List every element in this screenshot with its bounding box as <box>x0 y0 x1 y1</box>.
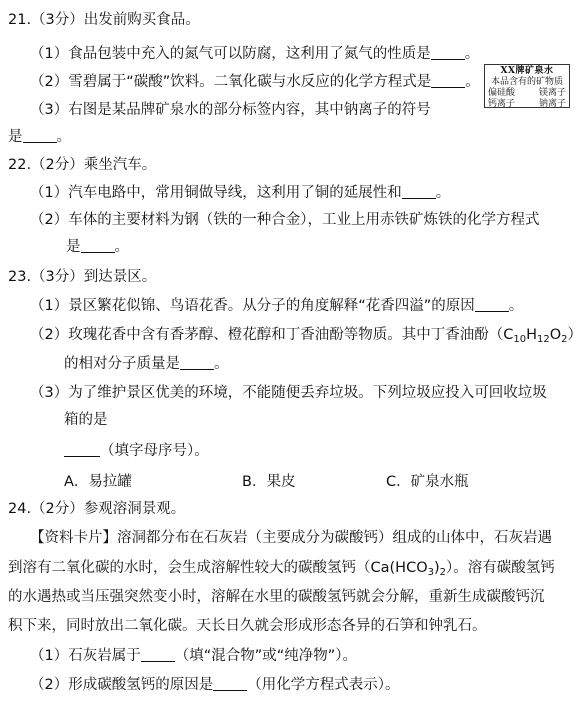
q24-sub1: （1）石灰岩属于 （填“混合物”或“纯净物”）。 <box>30 648 358 664</box>
q24-para-line4: 积下来，同时放出二氧化碳。天长日久就会形成形态各异的石笋和钟乳石。 <box>8 618 487 634</box>
answer-blank[interactable] <box>475 297 509 312</box>
label-subtitle: 本品含有的矿物质 <box>490 77 563 87</box>
q22-sub2: （2）车体的主要材料为钢（铁的一种合金），工业上用赤铁矿炼铁的化学方程式 <box>30 212 540 228</box>
q24-heading: 24.（2分）参观溶洞景观。 <box>8 501 186 517</box>
q21-sub3-cont: 是 。 <box>8 129 71 145</box>
q24-para-line1: 【资料卡片】溶洞都分布在石灰岩（主要成分为碳酸钙）组成的山体中，石灰岩遇 <box>30 530 552 546</box>
answer-blank[interactable] <box>180 355 214 370</box>
label-title: XX牌矿泉水 <box>500 66 554 76</box>
answer-blank[interactable] <box>23 128 57 143</box>
label-row: 钙离子 钠离子 <box>488 99 566 109</box>
answer-blank[interactable] <box>81 238 115 253</box>
answer-blank[interactable] <box>431 73 465 88</box>
answer-blank[interactable] <box>402 184 436 199</box>
q21-sub1: （1）食品包装中充入的氮气可以防腐，这利用了氮气的性质是 。 <box>30 46 480 62</box>
q23-sub1: （1）景区繁花似锦、鸟语花香。从分子的角度解释“花香四溢”的原因 。 <box>30 298 524 314</box>
mineral-water-label <box>484 64 570 108</box>
option-b[interactable]: B．果皮 <box>242 474 296 490</box>
answer-blank[interactable] <box>213 676 247 691</box>
q22-heading: 22.（2分）乘坐汽车。 <box>8 157 157 173</box>
q23-sub3: （3）为了维护景区优美的环境，不能随便丢弃垃圾。下列垃圾应投入可回收垃圾 <box>30 385 547 401</box>
option-c[interactable]: C．矿泉水瓶 <box>386 474 469 490</box>
q23-sub3-fill: （填字母序号）。 <box>64 441 209 461</box>
q24-para-line3: 的水遇热或当压强突然变小时，溶解在水里的碳酸氢钙就会分解，重新生成碳酸钙沉 <box>8 589 545 605</box>
answer-blank[interactable] <box>141 647 175 662</box>
q24-sub2: （2）形成碳酸氢钙的原因是 （用化学方程式表示）。 <box>30 677 400 693</box>
q23-sub2-cont: 的相对分子质量是 。 <box>64 356 229 372</box>
q21-sub2: （2）雪碧属于“碳酸”饮料。二氧化碳与水反应的化学方程式是 。 <box>30 74 480 90</box>
q23-sub3-cont: 箱的是 <box>64 412 108 428</box>
q21-sub3: （3）右图是某品牌矿泉水的部分标签内容，其中钠离子的符号 <box>30 102 431 118</box>
q23-sub2: （2）玫瑰花香中含有香茅醇、橙花醇和丁香油酚等物质。其中丁香油酚$(C_{10}H_{12}O_2)$ <box>30 327 583 345</box>
q22-sub1: （1）汽车电路中，常用铜做导线，这利用了铜的延展性和 。 <box>30 185 451 201</box>
q23-options <box>64 472 469 492</box>
q21-heading: 21.（3分）出发前购买食品。 <box>8 12 200 28</box>
option-a[interactable]: A．易拉罐 <box>64 474 132 490</box>
answer-blank[interactable] <box>431 45 465 60</box>
label-row: 偏硅酸 镁离子 <box>488 88 566 98</box>
q24-para-line2: 到溶有二氧化碳的水时，会生成溶解性较大的碳酸氢钙$(Ca(HCO_3)_2)$。溶有碳酸氢钙 <box>8 560 555 578</box>
q22-sub2-cont: 是 。 <box>66 239 129 255</box>
q23-heading: 23.（3分）到达景区。 <box>8 269 157 285</box>
answer-blank[interactable] <box>64 442 100 457</box>
